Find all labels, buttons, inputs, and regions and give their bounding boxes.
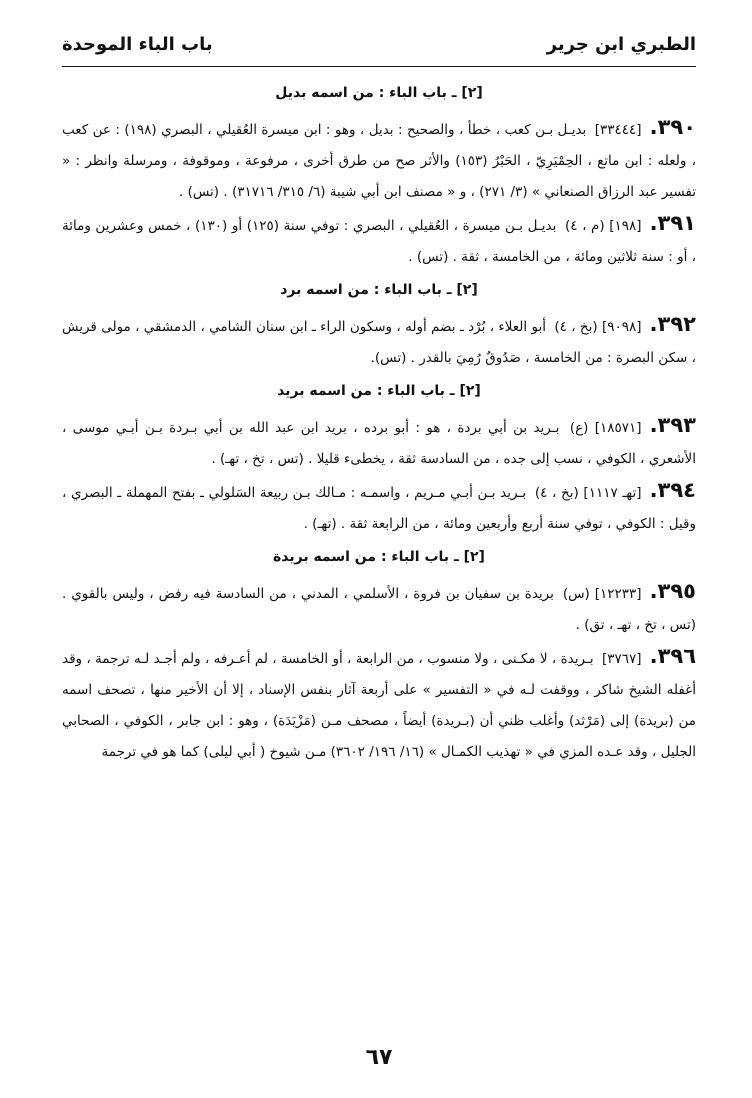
header-author-title: الطبري ابن جرير: [546, 34, 696, 55]
biography-entry: [62, 208, 696, 273]
entry-text: أبو العلاء ، بُرْد ـ بضم أوله ، وسكون الراء ـ ابن سنان الشامي ، الدمشقي ، مولى قريش ، سكن البصرة : من الخامسة ، صَدُوقٌ رُمِيَ بالقدر . (تس).: [62, 319, 696, 366]
book-page: [62, 28, 696, 1078]
running-header: [62, 28, 696, 64]
entry-number: ٣٩٢.: [649, 312, 696, 336]
entry-reference: [١٩٨] (م ، ٤): [564, 218, 642, 234]
entry-text: بريدة بن سفيان بن فروة ، الأسلمي ، المدني ، من السادسة فيه رفض ، وليس بالقوي . (تس ، تخ ، تهـ ، تق) .: [62, 586, 696, 633]
page-number: ٦٧: [365, 1045, 393, 1070]
section-heading: [٢] ـ باب الباء : من اسمه برد: [280, 282, 478, 298]
header-chapter-title: باب الباء الموحدة: [62, 34, 213, 55]
entry-reference: [١٢٢٣٣] (س): [562, 586, 642, 602]
entry-number: ٣٩٣.: [649, 413, 696, 437]
header-rule: [62, 66, 696, 67]
entry-reference: [٣٧٦٧]: [602, 651, 642, 667]
entry-text: بـريدة ، لا مكـنى ، ولا منسوب ، من الرابعة ، أو الخامسة ، لم أعـرفه ، ولم أجـد لـه ترجمة ، وقد أغفله الشيخ شاكر ، ووقفت لـه في « التفسير » على أربعة آثار بنفس الإسناد ، إلا أن الأخير منها ، تصحف اسمه من (بريدة) إلى (مَرْثد) وأغلب ظني أن (بـريدة) أيضاً ، مصحف مـن (مَزْيَدَة) ، وهو : ابن جابر ، الكوفي ، الصحابي الجليل ، وقد عـده المزي في « تهذيب الكمـال » (١٦/ ١٩٦/ ٣٦٠٢) مـن شيوخ ( أبي ليلى) كما هو في ترجمة: [62, 651, 696, 760]
biography-entry: [62, 641, 696, 768]
biography-entry: [62, 475, 696, 540]
page-body: [62, 76, 696, 768]
biography-entry: [62, 410, 696, 475]
entry-reference: [٣٣٤٤٤]: [594, 122, 642, 138]
entry-reference: [تهـ ١١١٧] (بخ ، ٤): [534, 485, 642, 501]
section-heading: [٢] ـ باب الباء : من اسمه بريد: [277, 383, 481, 399]
entry-number: ٣٩٥.: [649, 579, 696, 603]
entry-number: ٣٩١.: [649, 211, 696, 235]
entry-number: ٣٩٤.: [649, 478, 696, 502]
section-heading: [٢] ـ باب الباء : من اسمه بديل: [275, 85, 483, 101]
entry-text: بديـل بـن كعب ، خطأ ، والصحيح : بديل ، وهو : ابن ميسرة العُقيلي ، البصري (١٩٨) : عن كعب ، ولعله : ابن ماتع ، الحِمْيَرِيّ ، الحَبْرُ (١٥٣) والأثر صح من طرق أخرى ، مرفوعة ، وموقوفة ، ومرسلة وانظر : « تفسير عبد الرزاق الصنعاني » (٣/ ٢٧١) ، و « مصنف ابن أبي شيبة (٦/ ٣١٥/ ٣١٧١٦) . (تس) .: [62, 122, 696, 200]
entry-text: بـريد بـن أبـي مـريم ، واسمـه : مـالك بـن ربيعة السَلولي ـ بفتح المهملة ـ البصري ، وقيل : الكوفي ، توفي سنة أربع وأربعين ومائة ، من الرابعة ثقة . (تهـ) .: [62, 485, 696, 532]
biography-entry: [62, 309, 696, 374]
biography-entry: [62, 576, 696, 641]
entry-text: بـريد بن أبي بردة ، هو : أبو برده ، بريد ابن عبد الله بن أبي بـردة بـن أبـي موسى ، الأشعري ، الكوفي ، نسب إلى جده ، من السادسة ثقة ، يخطىء قليلا . (تس ، تخ ، تهـ) .: [62, 420, 696, 467]
entry-text: بديـل بـن ميسرة ، العُقيلي ، البصري : توفي سنة (١٢٥) أو (١٣٠) ، خمس وعشرين ومائة ، أو : سنة ثلاثين ومائة ، من الخامسة ، ثقة . (تس) .: [62, 218, 696, 265]
entry-reference: [٩٠٩٨] (بخ ، ٤): [554, 319, 642, 335]
biography-entry: [62, 112, 696, 208]
entry-number: ٣٩٠.: [649, 115, 697, 139]
entry-reference: [١٨٥٧١] (ع): [569, 420, 642, 436]
section-heading: [٢] ـ باب الباء : من اسمه بريدة: [273, 549, 485, 565]
entry-number: ٣٩٦.: [649, 644, 697, 668]
